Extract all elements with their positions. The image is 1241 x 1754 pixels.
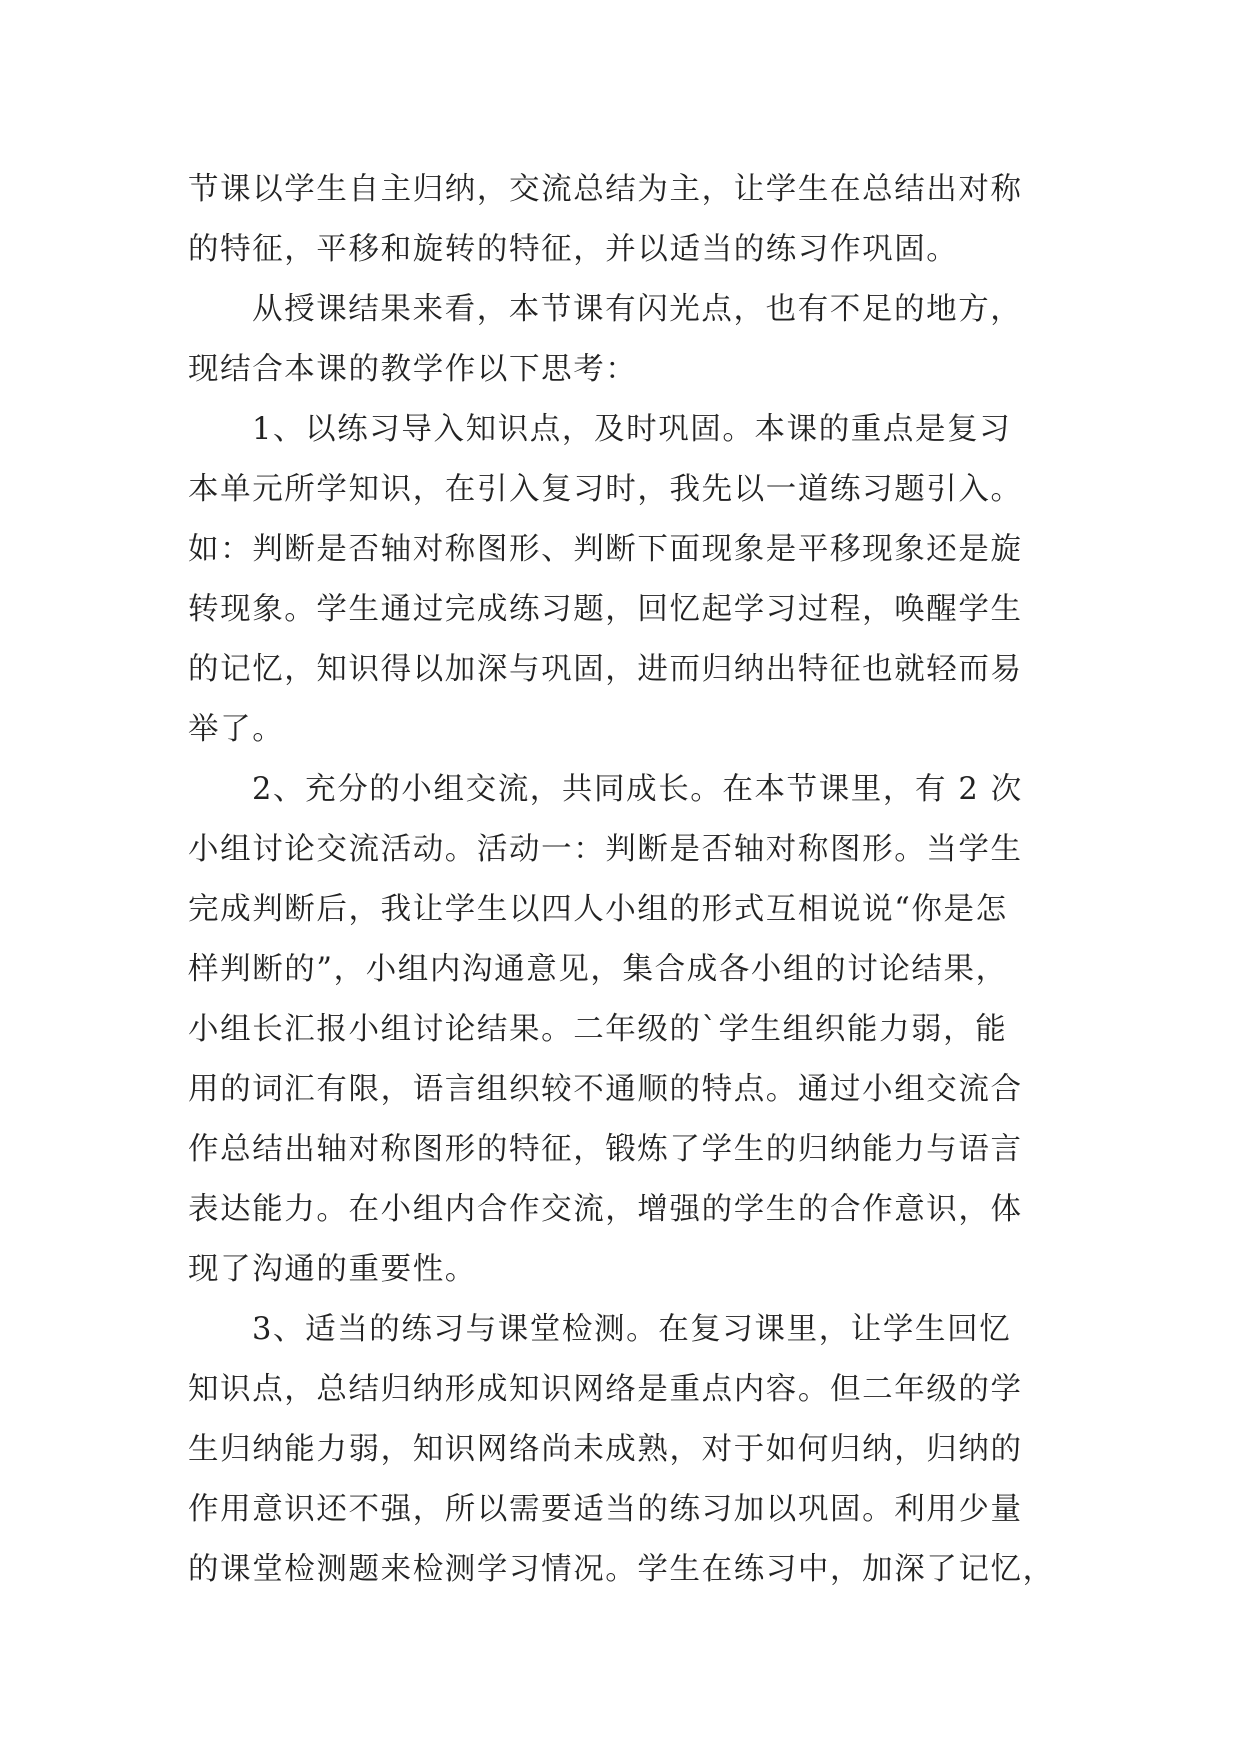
text-line: 的特征，平移和旋转的特征，并以适当的练习作巩固。	[188, 232, 959, 267]
text-line: 现结合本课的教学作以下思考：	[188, 352, 638, 387]
paragraph-first-line: 从授课结果来看，本节课有闪光点，也有不足的地方，	[252, 292, 1023, 327]
text-line: 举了。	[188, 712, 285, 747]
text-line: 本单元所学知识，在引入复习时，我先以一道练习题引入。	[188, 472, 1023, 507]
paragraph-first-line: 2、充分的小组交流，共同成长。在本节课里，有 2 次	[252, 772, 1023, 807]
text-line: 现了沟通的重要性。	[188, 1252, 477, 1287]
text-line: 小组长汇报小组讨论结果。二年级的`学生组织能力弱，能	[188, 1012, 1008, 1047]
body-text	[188, 160, 1068, 1600]
text-line: 转现象。学生通过完成练习题，回忆起学习过程，唤醒学生	[188, 592, 1023, 627]
text-line: 样判断的”，小组内沟通意见，集合成各小组的讨论结果，	[188, 952, 1008, 987]
text-line: 作用意识还不强，所以需要适当的练习加以巩固。利用少量	[188, 1492, 1023, 1527]
text-line: 节课以学生自主归纳，交流总结为主，让学生在总结出对称	[188, 172, 1023, 207]
text-line: 作总结出轴对称图形的特征，锻炼了学生的归纳能力与语言	[188, 1132, 1023, 1167]
text-line: 的记忆，知识得以加深与巩固，进而归纳出特征也就轻而易	[188, 652, 1023, 687]
paragraph-first-line: 1、以练习导入知识点，及时巩固。本课的重点是复习	[252, 412, 1012, 447]
paragraph-first-line: 3、适当的练习与课堂检测。在复习课里，让学生回忆	[252, 1312, 1012, 1347]
text-line: 小组讨论交流活动。活动一：判断是否轴对称图形。当学生	[188, 832, 1023, 867]
text-line: 如：判断是否轴对称图形、判断下面现象是平移现象还是旋	[188, 532, 1023, 567]
text-line: 表达能力。在小组内合作交流，增强的学生的合作意识，体	[188, 1192, 1023, 1227]
text-line: 知识点，总结归纳形成知识网络是重点内容。但二年级的学	[188, 1372, 1023, 1407]
text-line: 生归纳能力弱，知识网络尚未成熟，对于如何归纳，归纳的	[188, 1432, 1023, 1467]
text-line: 的课堂检测题来检测学习情况。学生在练习中，加深了记忆，	[188, 1552, 1055, 1587]
text-line: 用的词汇有限，语言组织较不通顺的特点。通过小组交流合	[188, 1072, 1023, 1107]
text-line: 完成判断后，我让学生以四人小组的形式互相说说“你是怎	[188, 892, 1008, 927]
